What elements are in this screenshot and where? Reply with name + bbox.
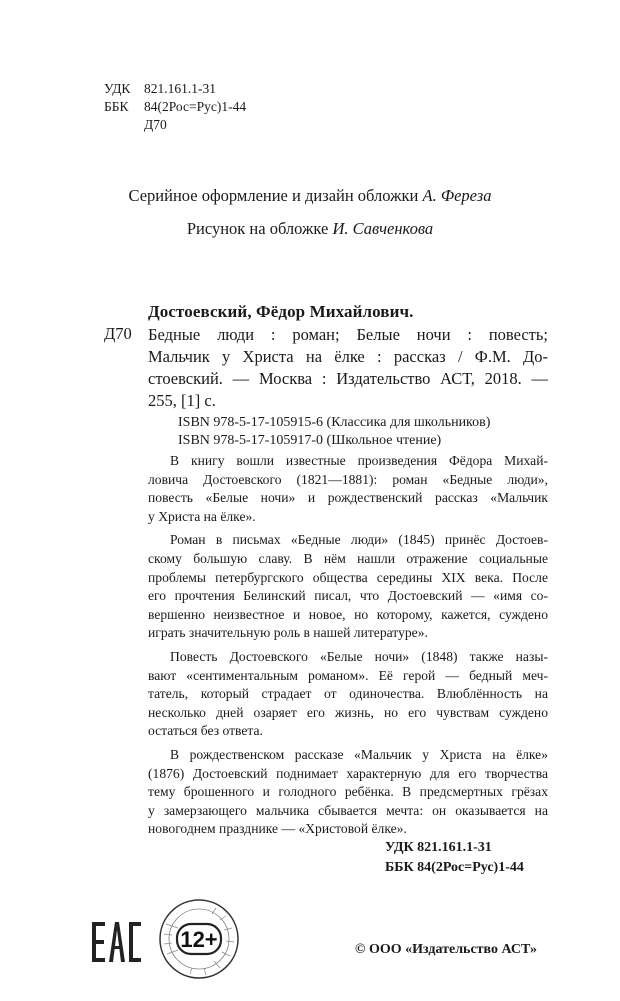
annotation-line: татель, который страдает от одиночества. Влюблённость на	[148, 686, 548, 702]
footer-bbk: ББК 84(2Рос=Рус)1-44	[385, 860, 524, 875]
cover-credit-prefix: Рисунок на обложке	[186, 219, 333, 238]
cover-credit	[0, 219, 620, 239]
annotation-line: тему брошенного и голодного ребёнка. В предсмертных грёзах	[148, 784, 548, 800]
annotation-line: В рождественском рассказе «Мальчик у Христа на ёлке»	[170, 746, 548, 762]
annotation-line: у Христа на ёлке».	[148, 508, 256, 524]
footer-classification	[385, 838, 524, 878]
bbk-row	[104, 98, 246, 116]
annotation-line: новогоднем празднике — «Христовой ёлке».	[148, 821, 407, 837]
annotation-line: ловича Достоевского (1821—1881): роман «Бедные люди»,	[148, 471, 548, 487]
annotation-paragraph	[148, 531, 548, 643]
annotation-line: Повесть Достоевского «Белые ночи» (1848) также назы-	[170, 648, 548, 664]
record-description	[148, 324, 548, 412]
udk-label: УДК	[104, 81, 131, 96]
age-rating-icon	[158, 898, 240, 980]
annotation-line: проблемы петербургского общества середины XIX века. После	[148, 569, 548, 585]
copyright: © ООО «Издательство АСТ»	[355, 942, 538, 957]
annotation	[148, 452, 548, 844]
design-credit	[0, 186, 620, 206]
design-credit-name: А. Фереза	[422, 186, 492, 205]
eac-mark-icon	[92, 922, 142, 962]
annotation-line: играть значительную роль в нашей литературе».	[148, 625, 428, 641]
record-line: Бедные люди : роман; Белые ночи : повесть;	[148, 325, 548, 344]
record-author: Достоевский, Фёдор Михайлович.	[148, 302, 414, 321]
annotation-paragraph	[148, 648, 548, 741]
annotation-line: несколько дней озаряет его жизнь, но его чувствам суждено	[148, 704, 548, 720]
annotation-line: остаться без ответа.	[148, 723, 263, 739]
annotation-paragraph	[148, 452, 548, 526]
annotation-line: вершенно неизвестное и новое, но которому, кажется, суждено	[148, 606, 548, 622]
isbn-line: ISBN 978-5-17-105915-6 (Классика для школьников)	[178, 415, 491, 430]
annotation-line: его прочтения Белинский писал, что Достоевский — «имя со-	[148, 588, 548, 604]
design-credit-prefix: Серийное оформление и дизайн обложки	[128, 186, 423, 205]
age-rating-badge	[158, 898, 240, 980]
udk-value: 821.161.1-31	[144, 81, 216, 96]
age-rating-text: 12+	[180, 927, 218, 952]
annotation-line: В книгу вошли известные произведения Фёдора Михай-	[170, 453, 548, 468]
cover-credit-name: И. Савченкова	[332, 219, 434, 238]
record-code: Д70	[104, 324, 132, 343]
author-sign: Д70	[144, 117, 167, 132]
record-line: 255, [1] с.	[148, 391, 216, 410]
annotation-line: Роман в письмах «Бедные люди» (1845) принёс Достоев-	[170, 532, 548, 548]
annotation-line: вают «сентиментальным романом». Её герой — бедный меч-	[148, 667, 548, 683]
record-line: стоевский. — Москва : Издательство АСТ, 2018. —	[148, 369, 548, 388]
classification-block	[104, 80, 246, 134]
annotation-paragraph	[148, 746, 548, 839]
bbk-label: ББК	[104, 99, 129, 114]
annotation-line: у замерзающего мальчика сбывается мечта: он оказывается на	[148, 802, 548, 818]
annotation-line: повесть «Белые ночи» и рождественский рассказ «Мальчик	[148, 490, 548, 506]
isbn-line: ISBN 978-5-17-105917-0 (Школьное чтение)	[178, 433, 442, 448]
record-line: Мальчик у Христа на ёлке : рассказ / Ф.М. До-	[148, 347, 548, 366]
annotation-line: (1876) Достоевский поднимает характерную для его творчества	[148, 765, 548, 781]
annotation-line: скому большую славу. В нём нашли отражение социальные	[148, 550, 548, 566]
footer-udk: УДК 821.161.1-31	[385, 840, 492, 855]
udk-row	[104, 80, 246, 98]
bbk-value: 84(2Рос=Рус)1-44	[144, 99, 247, 114]
